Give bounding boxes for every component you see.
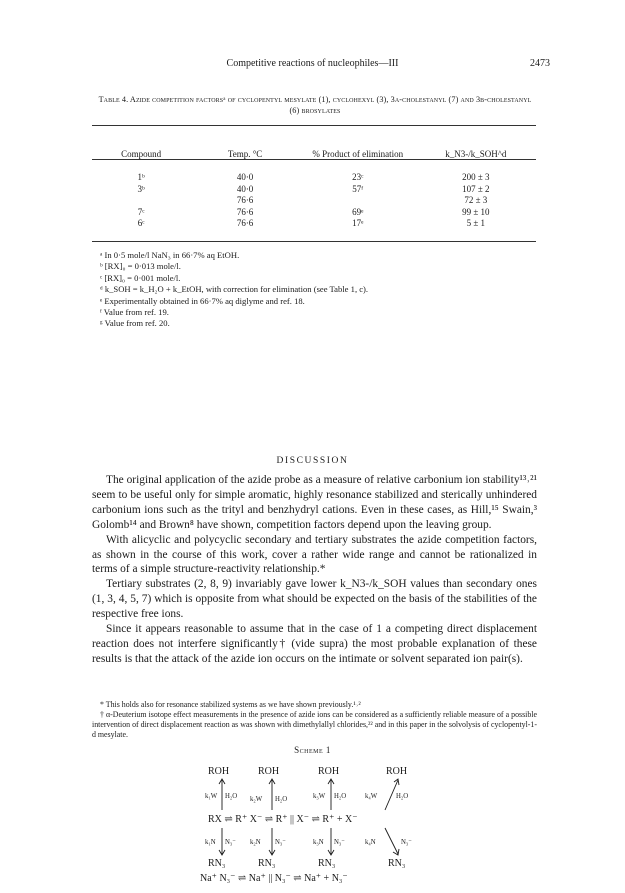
table-note: ᶠ Value from ref. 19. [100, 307, 169, 318]
cell-ratio: 200 ± 3 [462, 172, 490, 182]
col-header-elimination: % Product of elimination [312, 149, 404, 159]
scheme-azide-product: RN₃ [258, 858, 276, 869]
table-row [92, 207, 536, 219]
cell-ratio: 5 ± 1 [466, 218, 486, 228]
cell-ratio: 72 ± 3 [464, 195, 488, 205]
cell-elimination: 23ᶜ [352, 172, 364, 182]
cell-elimination: 17ᵉ [352, 218, 364, 228]
scheme-rate-label: k₃W [313, 793, 326, 800]
table-notes [100, 250, 368, 330]
footnote: † α-Deuterium isotope effect measurements in the presence of azide ions can be considered as a sufficiently reliable measure of a possible intervention of direct displacement reaction as was shown with dimethylallyl chlorides,²² and in this paper in the solvolysis of cyclopentyl-1-d mesylate. [92, 710, 537, 739]
scheme-rate-label: k₃N [313, 839, 324, 846]
table-note: ᵉ Experimentally obtained in 66·7% aq diglyme and ref. 18. [100, 295, 305, 306]
scheme-reagent-label: N₃⁻ [225, 839, 236, 846]
scheme-reagent-label: N₃⁻ [275, 839, 286, 846]
section-heading: DISCUSSION [276, 456, 349, 466]
table-note: ᵈ k_SOH = k_H₂O + k_EtOH, with correction for elimination (see Table 1, c). [100, 284, 369, 295]
cell-elimination [300, 195, 416, 207]
page-number: 2473 [530, 58, 550, 69]
table-note: ᶜ [RX]₀ = 0·001 mole/l. [100, 272, 181, 283]
scheme-title: Scheme 1 [294, 745, 331, 755]
cell-temp: 40·0 [236, 183, 254, 194]
discussion-body [92, 473, 537, 667]
scheme-reagent-label: H₂O [275, 796, 288, 803]
scheme-reagent-label: H₂O [225, 793, 238, 800]
cell-temp: 76·6 [236, 218, 254, 228]
cell-elimination: 57ᶠ [352, 183, 364, 194]
scheme-azide-product: RN₃ [318, 858, 336, 869]
cell-temp: 76·6 [236, 206, 254, 217]
scheme-rate-label: k₁N [205, 839, 216, 846]
paragraph: Since it appears reasonable to assume that in the case of 1 a competing direct displacement reaction does not interfere significantly† (vide supra) the most probable explanation of these results is that the attack of the azide ion occurs on the intimate or solvent separated ion pair(s). [92, 623, 537, 665]
table-note: ᵃ In 0·5 mole/l NaN₃ in 66·7% aq EtOH. [100, 250, 240, 260]
table-top-rule [92, 125, 536, 126]
scheme-roh: ROH [386, 766, 408, 777]
cell-ratio: 107 ± 2 [462, 183, 490, 194]
competition-factors-table [92, 127, 536, 230]
paragraph: Tertiary substrates (2, 8, 9) invariably gave lower k_N3-/k_SOH values than secondary ones (1, 3, 4, 5, 7) which is opposite from what should be expected on the basis of the stabilities of the respective free ions. [92, 578, 537, 621]
cell-compound: 7ᶜ [137, 206, 145, 217]
scheme-roh: ROH [208, 766, 230, 777]
scheme-rate-label: k₂W [250, 796, 263, 803]
scheme-azide-product: RN₃ [388, 858, 406, 869]
table-row [92, 163, 536, 184]
cell-temp: 76·6 [236, 195, 254, 205]
scheme-reagent-label: H₂O [396, 793, 409, 800]
scheme-sodium-azide-equilibrium: Na⁺ N₃⁻ ⇌ Na⁺ || N₃⁻ ⇌ Na⁺ + N₃⁻ [200, 873, 348, 883]
reaction-scheme [200, 758, 430, 883]
scheme-rate-label: k₄N [365, 839, 376, 846]
col-header-ratio: k_N3-/k_SOH^d [445, 149, 507, 159]
paragraph: With alicyclic and polycyclic secondary and tertiary substrates the azide competition factors, as shown in the course of this work, cover a rather wide range and cannot be rationalized in terms of a simple structure-reactivity relationship.* [92, 533, 537, 576]
footnote: * This holds also for resonance stabilized systems as we have shown previously.¹˒² [100, 700, 361, 709]
footnotes [92, 700, 537, 740]
table-bottom-rule [92, 241, 536, 242]
cell-temp: 40·0 [236, 172, 254, 182]
running-header: Competitive reactions of nucleophiles—III [226, 58, 399, 69]
scheme-azide-product: RN₃ [208, 858, 226, 869]
scheme-reagent-label: N₃⁻ [401, 839, 412, 846]
table-row [92, 184, 536, 196]
col-header-temp: Temp. °C [227, 149, 263, 159]
scheme-roh: ROH [318, 766, 340, 777]
scheme-rate-label: k₂N [250, 839, 261, 846]
table-row [92, 218, 536, 230]
cell-compound: 1ᵇ [137, 172, 145, 182]
scheme-reagent-label: N₃⁻ [334, 839, 345, 846]
table-caption: Table 4. Azide competition factorsᵃ of cyclopentyl mesylate (1), cyclohexyl (3), 3α-cholestanyl (7) and 3β-cholestanyl (6) brosylates [98, 95, 532, 115]
scheme-rate-label: k₁W [205, 793, 218, 800]
scheme-ion-pairs: RX ⇌ R⁺ X⁻ ⇌ R⁺ || X⁻ ⇌ R⁺ + X⁻ [208, 814, 358, 825]
col-header-compound: Compound [121, 149, 162, 159]
cell-compound: 6ᶜ [137, 218, 145, 228]
cell-compound: 3ᵇ [137, 183, 145, 194]
cell-ratio: 99 ± 10 [462, 206, 490, 217]
cell-elimination: 69ᵉ [352, 206, 364, 217]
paragraph: The original application of the azide probe as a measure of relative carbonium ion stability¹³˒²¹ seem to be useful only for simple aromatic, highly resonance stabilized and sterically unhindered carbonium ions such as the trityl and benzhydryl cations. Even in these cases, as Hill,¹⁵ Swain,³ Golomb¹⁴ and Brown⁸ have shown, competition factors depend upon the leaving group. [92, 474, 537, 531]
scheme-reagent-label: H₂O [334, 793, 347, 800]
table-note: ᵍ Value from ref. 20. [100, 318, 170, 329]
scheme-roh: ROH [258, 766, 280, 777]
table-note: ᵇ [RX]₀ = 0·013 mole/l. [100, 261, 181, 272]
table-row [92, 195, 536, 207]
cell-compound [92, 195, 190, 207]
scheme-rate-label: k₄W [365, 793, 378, 800]
